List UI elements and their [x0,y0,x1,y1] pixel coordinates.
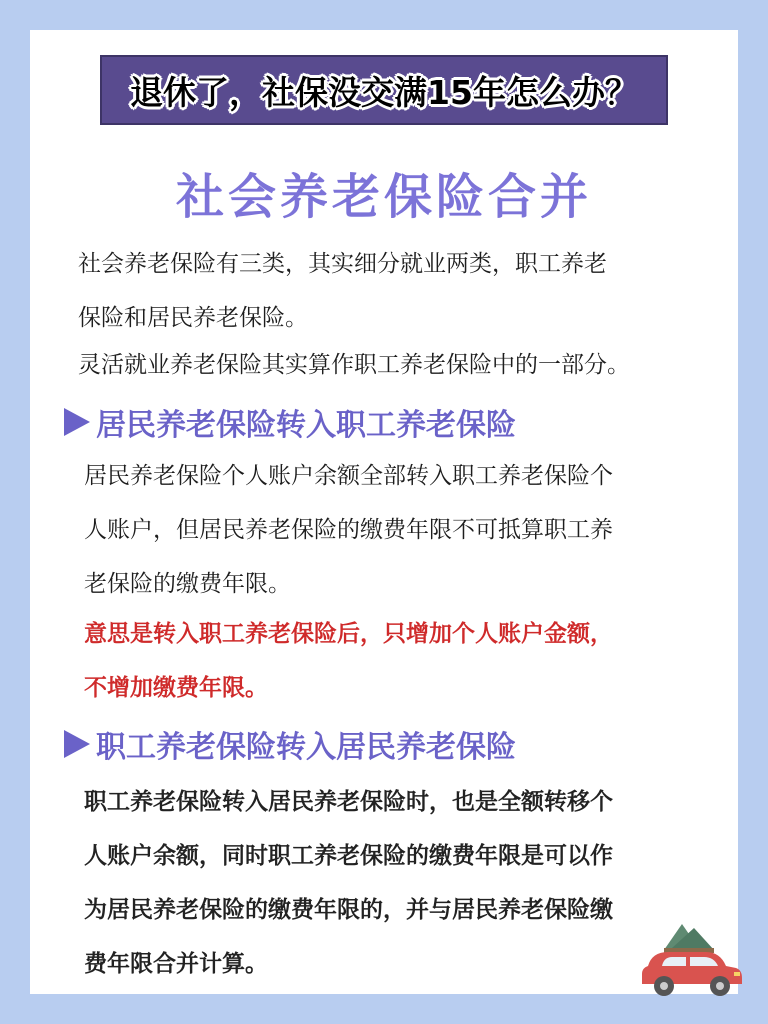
section2-line: 为居民养老保险的缴费年限的，并与居民养老保险缴 [84,897,613,923]
section2-line: 人账户余额，同时职工养老保险的缴费年限是可以作 [84,843,613,869]
intro-paragraph-2 [78,338,630,392]
section1-note-line: 意思是转入职工养老保险后，只增加个人账户金额， [84,621,613,647]
section2-line: 职工养老保险转入居民养老保险时，也是全额转移个 [84,789,613,815]
section1-note [84,607,613,715]
section1-heading [64,400,516,444]
intro-paragraph [78,237,607,345]
section1-body [84,449,613,611]
section2-heading [64,722,516,766]
section2-body [84,775,613,991]
page-title: 退休了，社保没交满15年怎么办？ [130,72,638,112]
subtitle: 社会养老保险合并 [175,169,592,225]
triangle-right-icon [64,730,90,758]
car-with-tree-icon [634,920,746,1000]
section1-line: 老保险的缴费年限。 [84,571,291,597]
title-banner [100,55,668,125]
section2-line: 费年限合并计算。 [84,951,268,977]
section1-note-line: 不增加缴费年限。 [84,675,268,701]
section2-heading-text: 职工养老保险转入居民养老保险 [96,730,516,765]
section1-line: 居民养老保险个人账户余额全部转入职工养老保险个 [84,463,613,489]
triangle-right-icon [64,408,90,436]
intro-line: 灵活就业养老保险其实算作职工养老保险中的一部分。 [78,352,630,378]
intro-line: 社会养老保险有三类，其实细分就业两类，职工养老 [78,251,607,277]
intro-line: 保险和居民养老保险。 [78,305,308,331]
section1-heading-text: 居民养老保险转入职工养老保险 [96,408,516,443]
section1-line: 人账户，但居民养老保险的缴费年限不可抵算职工养 [84,517,613,543]
